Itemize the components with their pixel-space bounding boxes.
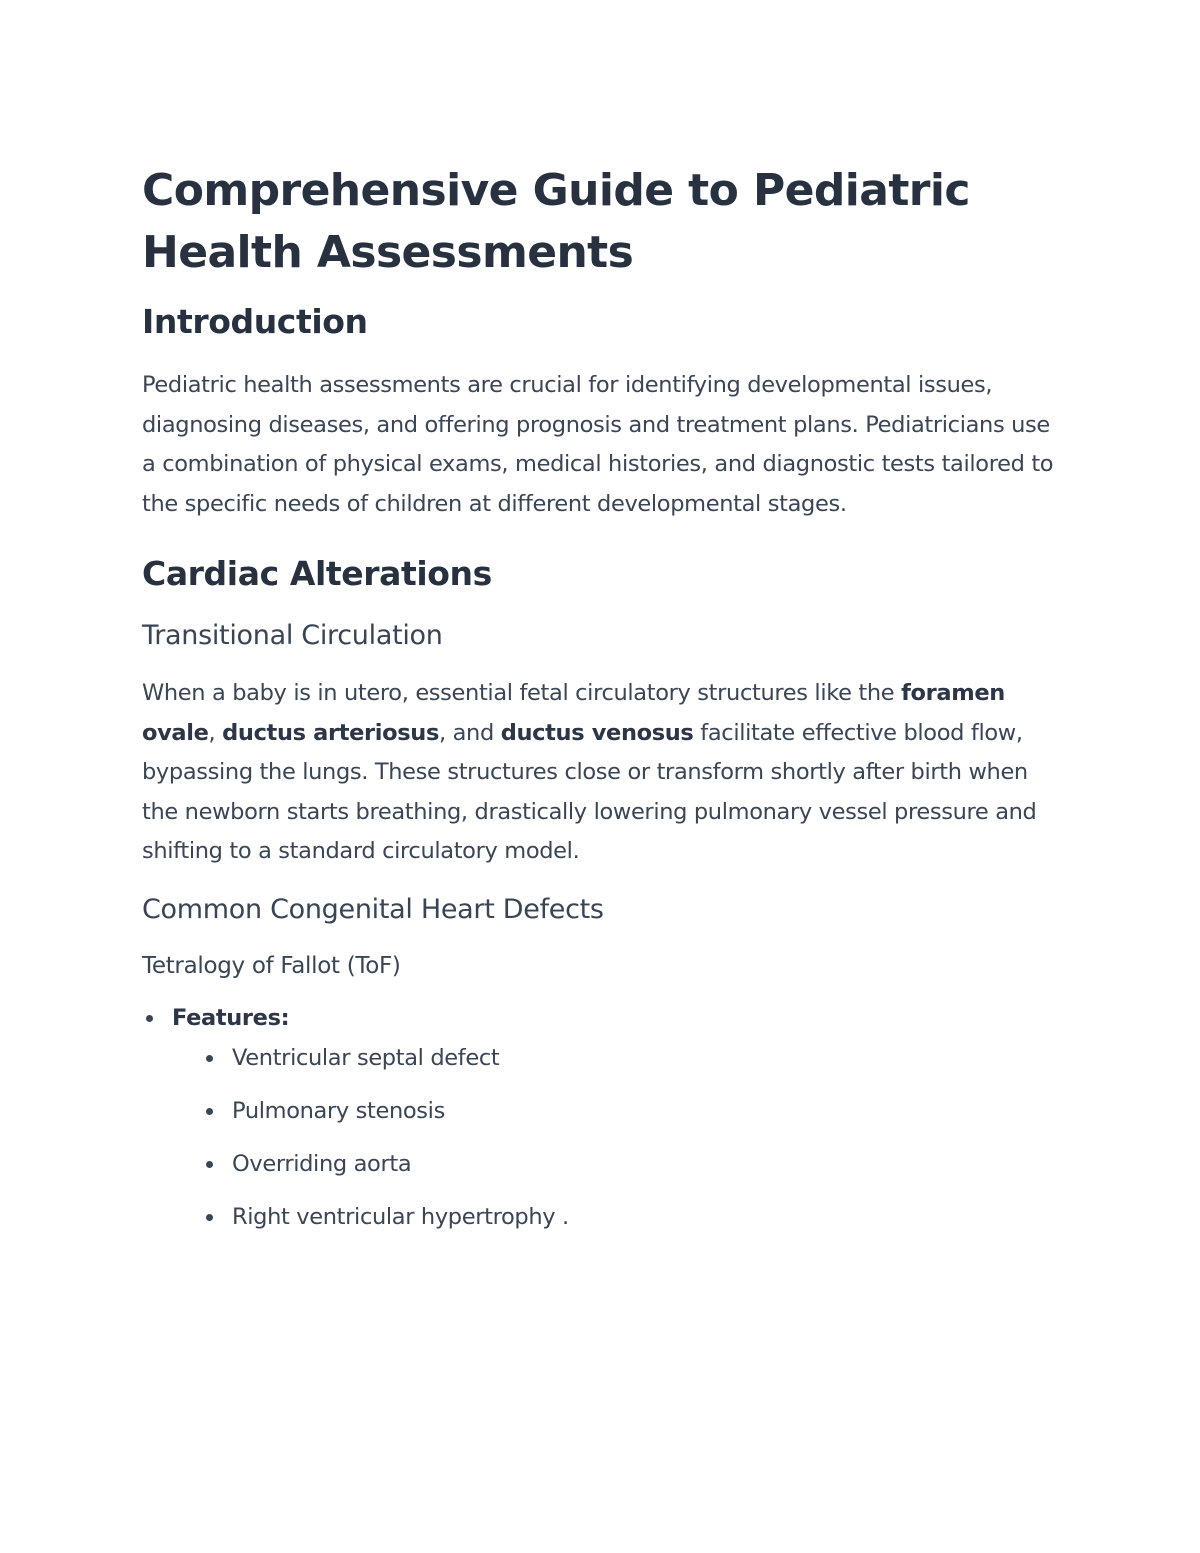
list-item-features [142, 1002, 1062, 1233]
list-item [202, 1042, 1062, 1074]
term-foramen-ovale: foramen ovale [142, 680, 1005, 746]
introduction-heading: Introduction [142, 302, 368, 341]
features-label: Features: [172, 1004, 290, 1031]
term-ductus-venosus: ductus venosus [500, 719, 694, 746]
feature-text: Ventricular septal defect [232, 1044, 500, 1071]
features-list [172, 1042, 1062, 1233]
bullet-icon [206, 1055, 213, 1062]
tetralogy-of-fallot-heading: Tetralogy of Fallot (ToF) [142, 952, 401, 979]
tof-list [142, 1002, 1062, 1233]
list-item [202, 1095, 1062, 1127]
document-title: Comprehensive Guide to Pediatric Health Assessments [142, 165, 970, 278]
transitional-circulation-heading: Transitional Circulation [142, 620, 443, 651]
paragraph-text: facilitate effective blood flow, bypassing the lungs. These structures close or transform shortly after birth when the newborn starts breathing, drastically lowering pulmonary vessel pressure and shifting to a standard circulatory model. [142, 719, 1037, 864]
cardiac-alterations-heading: Cardiac Alterations [142, 554, 492, 593]
feature-text: Right ventricular hypertrophy . [232, 1203, 569, 1230]
introduction-paragraph: Pediatric health assessments are crucial for identifying developmental issues, diagnosing diseases, and offering prognosis and treatment plans. Pediatricians use a combination of physical exams, medical histories, and diagnostic tests tailored to the specific needs of children at different developmental stages. [142, 372, 1054, 517]
bullet-icon [206, 1214, 213, 1221]
list-item [202, 1148, 1062, 1180]
paragraph-text: When a baby is in utero, essential fetal circulatory structures like the [142, 680, 902, 706]
paragraph-text: , and [439, 719, 501, 746]
paragraph-text: , [208, 719, 223, 746]
feature-text: Pulmonary stenosis [232, 1097, 445, 1124]
transitional-circulation-paragraph [142, 674, 1062, 872]
congenital-heart-defects-heading: Common Congenital Heart Defects [142, 893, 604, 925]
bullet-icon [146, 1015, 153, 1022]
bullet-icon [206, 1161, 213, 1168]
list-item [202, 1201, 1062, 1233]
feature-text: Overriding aorta [232, 1150, 412, 1177]
bullet-icon [206, 1108, 213, 1115]
term-ductus-arteriosus: ductus arteriosus [222, 719, 440, 746]
document-page [142, 160, 1062, 1254]
